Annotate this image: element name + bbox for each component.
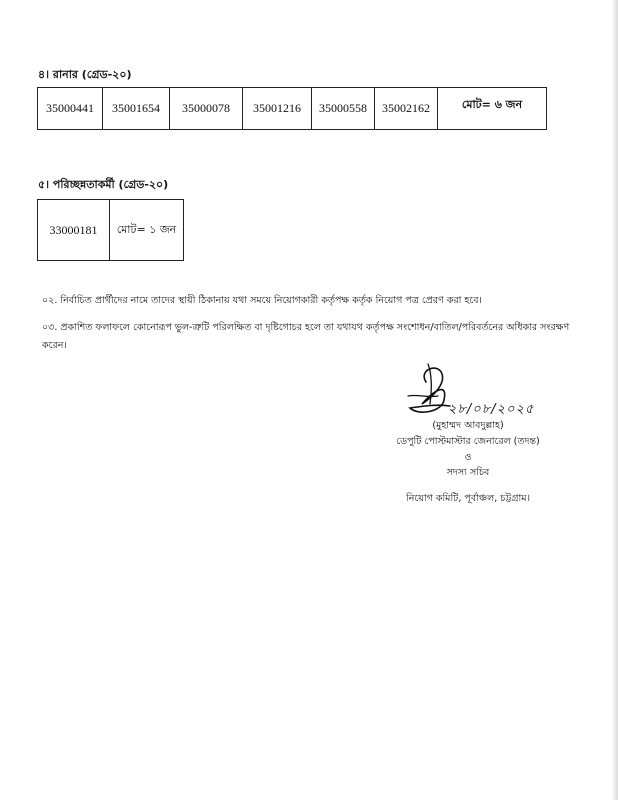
section-4-heading: ৪। রানার (গ্রেড-২০) <box>38 68 132 81</box>
roll-number-cell: 35002162 <box>375 88 438 130</box>
signature-date: ২৮/০৮/২০২৫ <box>448 402 535 417</box>
table-row <box>38 88 547 130</box>
note-3-line-1: ০৩. প্রকাশিত ফলাফলে কোনোরূপ ভুল-ত্রুটি পরিলক্ষিত বা দৃষ্টিগোচর হলে তা যথাযথ কর্তৃপক্ষ সংশোধন/বাতিল/পরিবর্তনের অধিকার সংরক্ষণ <box>42 322 570 333</box>
roll-number-cell: 35001216 <box>243 88 312 130</box>
committee-name: নিয়োগ কমিটি, পূর্বাঞ্চল, চট্টগ্রাম। <box>406 493 530 504</box>
roll-number-cell: 33000181 <box>38 200 110 261</box>
total-count-cell: মোট= ৬ জন <box>438 88 547 130</box>
conjunction-text: ও <box>464 452 472 463</box>
total-count-cell: মোট= ১ জন <box>110 200 184 261</box>
roll-number-cell: 35000558 <box>312 88 375 130</box>
section-4-table <box>37 87 547 130</box>
note-3-line-2: করেন। <box>42 340 67 351</box>
roll-number-cell: 35001654 <box>103 88 170 130</box>
table-row <box>38 200 184 261</box>
signatory-role: সদস্য সচিব <box>446 467 490 478</box>
section-5-heading: ৫। পরিচ্ছন্নতাকর্মী (গ্রেড-২০) <box>38 178 169 191</box>
section-5-table <box>37 199 184 261</box>
roll-number-cell: 35000078 <box>170 88 243 130</box>
scan-edge-shadow <box>612 0 618 800</box>
signatory-designation: ডেপুটি পোস্টমাস্টার জেনারেল (তদন্ত) <box>396 436 540 447</box>
roll-number-cell: 35000441 <box>38 88 103 130</box>
note-2: ০২. নির্বাচিত প্রার্থীদের নামে তাদের স্থায়ী ঠিকানায় যথা সময়ে নিয়োগকারী কর্তৃপক্ষ কর্তৃক নিয়োগ পত্র প্রেরণ করা হবে। <box>42 295 482 306</box>
signatory-name: (মুহাম্মদ আবদুল্লাহ) <box>432 420 504 431</box>
